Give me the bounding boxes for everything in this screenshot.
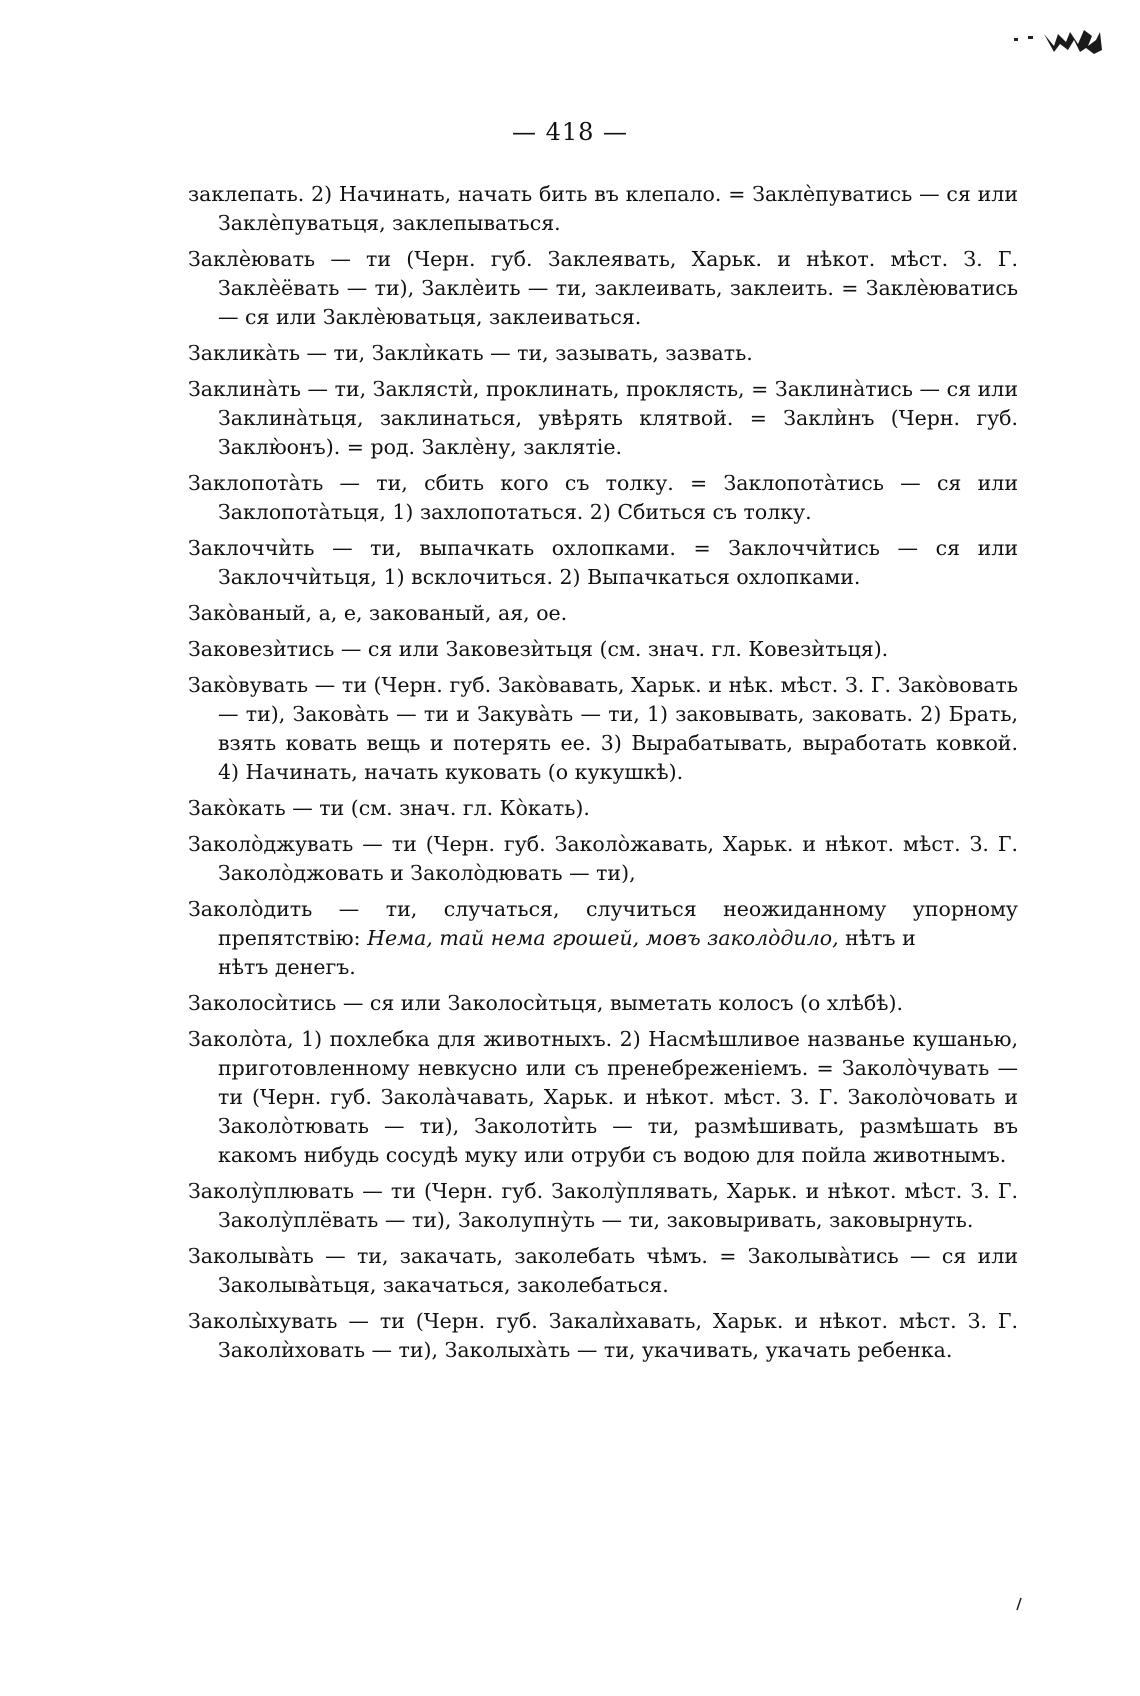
dictionary-entry: Заковезѝтись — ся или Заковезѝтьця (см. знач. гл. Ковезѝтьця).: [188, 637, 889, 661]
dictionary-entry: Заколòджувать — ти (Черн. губ. Заколòжавать, Харьк. и нѣкот. мѣст. З. Г. Заколòджовать и Заколòдювать — ти),: [188, 832, 1018, 885]
dictionary-entry: Закòкать — ти (см. знач. гл. Кòкать).: [188, 796, 590, 820]
dictionary-entry: Заклѐювать — ти (Черн. губ. Заклеявать, Харьк. и нѣкот. мѣст. З. Г. Заклѐёвать — ти), Заклѐить — ти, заклеивать, заклеить. = Заклѐюватись — ся или Заклѐюватьця, заклеиваться.: [188, 247, 1018, 329]
dictionary-entry: Заколы̀хувать — ти (Черн. губ. Закалѝхавать, Харьк. и нѣкот. мѣст. З. Г. Заколѝховать — ти), Заколыхàть — ти, укачивать, укачать ребенка.: [188, 1309, 1018, 1362]
stray-mark: [1016, 1597, 1022, 1611]
entry-text: нѣтъ и: [838, 926, 916, 950]
dictionary-entry: Закликàть — ти, Заклѝкать — ти, зазывать, зазвать.: [188, 341, 753, 365]
dictionary-text: [188, 180, 1018, 1372]
scan-artifact-mark: [1014, 26, 1104, 56]
dictionary-entry: Заколòта, 1) похлебка для животныхъ. 2) Насмѣшливое названье кушанью, приготовленному невкусно или съ пренебреженіемъ. = Заколòчувать — ти (Черн. губ. Заколàчавать, Харьк. и нѣкот. мѣст. З. Г. Заколòчовать и Заколòтювать — ти), Заколотѝть — ти, размѣшивать, размѣшать въ какомъ нибудь сосудѣ муку или отруби съ водою для пойла животнымъ.: [188, 1027, 1018, 1167]
entry-text: Заколòдить — ти, случаться, случиться неожиданному упорному препятствію:: [188, 897, 1018, 950]
dictionary-entry-continuation: нѣтъ денегъ.: [218, 955, 356, 979]
dictionary-entry: Заколосѝтись — ся или Заколосѝтьця, выметать колосъ (о хлѣбѣ).: [188, 991, 904, 1015]
dictionary-entry: Заколывàть — ти, закачать, заколебать чѣмъ. = Заколывàтись — ся или Заколывàтьця, закачаться, заколебаться.: [188, 1244, 1018, 1297]
dictionary-entry: [188, 895, 1018, 953]
dictionary-entry: Заклинàть — ти, Заклястѝ, проклинать, проклясть, = Заклинàтись — ся или Заклинàтьця, заклинаться, увѣрять клятвой. = Заклѝнъ (Черн. губ. Заклю̀онъ). = род. Заклѐну, заклятіе.: [188, 377, 1018, 459]
dictionary-entry: Заклопотàть — ти, сбить кого съ толку. = Заклопотàтись — ся или Заклопотàтьця, 1) захлопотаться. 2) Сбиться съ толку.: [188, 471, 1018, 524]
dictionary-entry: заклепать. 2) Начинать, начать бить въ клепало. = Заклѐпуватись — ся или Заклѐпуватьця, заклепываться.: [188, 182, 1018, 235]
italic-example: Нема, тай нема грошей, мовъ заколòдило,: [367, 926, 839, 950]
dictionary-entry: Закòвувать — ти (Черн. губ. Закòвавать, Харьк. и нѣк. мѣст. З. Г. Закòвовать — ти), Заковàть — ти и Закувàть — ти, 1) заковывать, заковать. 2) Брать, взять ковать вещь и потерять ее. 3) Вырабатывать, выработать ковкой. 4) Начинать, начать куковать (о кукушкѣ).: [188, 673, 1018, 784]
page-number: — 418 —: [511, 118, 629, 146]
dictionary-entry: Закòваный, а, е, закованый, ая, ое.: [188, 601, 568, 625]
dictionary-entry: Заклоччѝть — ти, выпачкать охлопками. = Заклоччѝтись — ся или Заклоччѝтьця, 1) всклочиться. 2) Выпачкаться охлопками.: [188, 536, 1018, 589]
dictionary-entry: Заколу̀плювать — ти (Черн. губ. Заколу̀плявать, Харьк. и нѣкот. мѣст. З. Г. Заколу̀плёвать — ти), Заколупну̀ть — ти, заковыривать, заковырнуть.: [188, 1179, 1018, 1232]
